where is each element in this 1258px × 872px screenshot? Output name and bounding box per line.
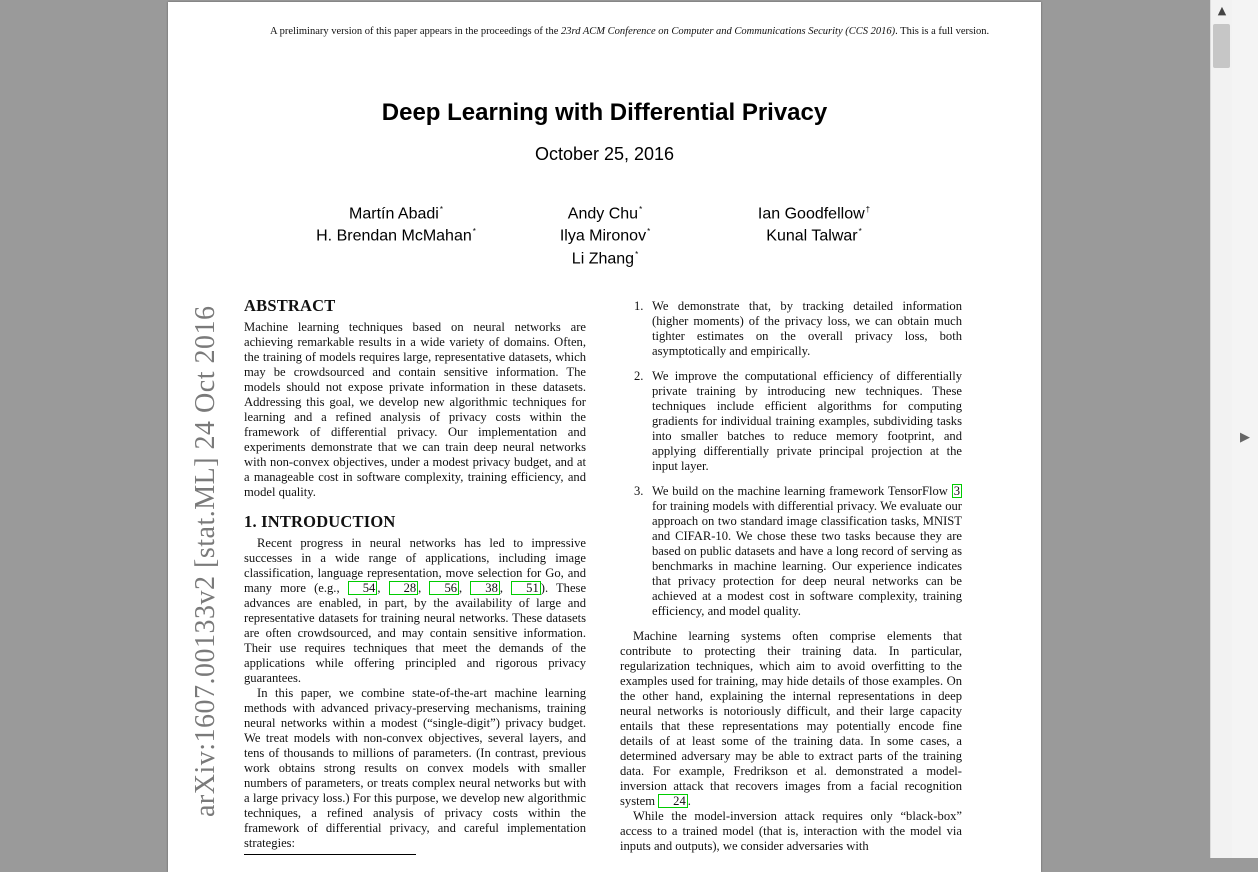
abstract-heading: ABSTRACT (244, 296, 336, 315)
citation-link[interactable]: 38 (470, 581, 500, 595)
list-item: 2. We improve the computational efficiency of differentially private training by introducing new techniques. These techniques include efficient algorithms for computing gradients for individual training examples, subdividing tasks into smaller batches to reduce memory footprint, and applying differentially private principal projection at the input layer. (634, 369, 962, 473)
paper-date: October 25, 2016 (534, 144, 675, 164)
author: Li Zhang* (571, 250, 639, 268)
author: H. Brendan McMahan* (316, 227, 476, 245)
left-column (244, 296, 586, 851)
expand-panel-icon[interactable]: ▶ (1240, 430, 1250, 445)
right-column (620, 299, 962, 854)
author: Andy Chu* (567, 205, 643, 223)
contributions-list (620, 299, 962, 619)
arxiv-stamp: arXiv:1607.00133v2 [stat.ML] 24 Oct 2016 (190, 305, 221, 817)
vertical-scrollbar[interactable] (1210, 0, 1233, 858)
abstract-text: Machine learning techniques based on neural networks are achieving remarkable results in a wide variety of domains. Often, the training of models requires large, representative datasets, which may be crowdsourced and contain sensitive information. The models should not expose private information in these datasets. Addressing this goal, we develop new algorithmic techniques for learning and a refined analysis of privacy costs within the framework of differential privacy. Our implementation and experiments demonstrate that we can train deep neural networks with non-convex objectives, under a modest privacy budget, and at a manageable cost in software complexity, training efficiency, and model quality. (244, 320, 586, 499)
introduction-heading: 1. INTRODUCTION (244, 512, 396, 531)
list-item: 1. We demonstrate that, by tracking detailed information (higher moments) of the privacy loss, we can obtain much tighter estimates on the overall privacy loss, both asymptotically and empirically. (634, 299, 962, 358)
citation-link[interactable]: 56 (429, 581, 459, 595)
pdf-page (168, 2, 1041, 872)
citation-link[interactable]: 54 (348, 581, 378, 595)
author: Ilya Mironov* (559, 227, 651, 245)
paper-title: Deep Learning with Differential Privacy (381, 99, 828, 126)
preliminary-note: A preliminary version of this paper appears in the proceedings of the 23rd ACM Conference on Computer and Communications Security (CCS 2016). This is a full version. (270, 26, 990, 37)
citation-link[interactable]: 3 (953, 484, 960, 498)
citation-link[interactable]: 24 (658, 794, 688, 808)
scroll-up-icon[interactable]: ▲ (1217, 4, 1227, 17)
venue-name: 23rd ACM Conference on Computer and Communications Security (CCS 2016) (561, 26, 896, 37)
scrollbar-thumb[interactable] (1213, 24, 1230, 68)
body-paragraph: Machine learning systems often comprise elements that contribute to protecting their training data. In particular, regularization techniques, which aim to avoid overfitting to the examples used for training, may hide details of those examples. On the other hand, explaining the internal representations in deep neural networks is notoriously difficult, and their large capacity entails that these representations may potentially encode fine details of at least some of the training data. In some cases, a determined adversary may be able to extract parts of the training data. For example, Fredrikson et al. demonstrated a model-inversion attack that recovers images from a facial recognition system 24 . (620, 629, 962, 808)
citation-link[interactable]: 28 (389, 581, 419, 595)
footnote-divider (244, 854, 416, 855)
list-item: 3. We build on the machine learning framework TensorFlow 3 for training models with differential privacy. We evaluate our approach on two standard image classification tasks, MNIST and CIFAR-10. We chose these two tasks because they are based on public datasets and have a long record of serving as benchmarks in machine learning. Our experience indicates that privacy protection for deep neural networks can be achieved at a modest cost in software complexity, training efficiency, and model quality. (634, 484, 962, 618)
citation-link[interactable]: 51 (511, 581, 541, 595)
author: Ian Goodfellow† (757, 205, 871, 223)
body-paragraph: While the model-inversion attack requires only “black-box” access to a trained model (that is, interaction with the model via inputs and outputs), we consider adversaries with (620, 809, 962, 853)
author: Martín Abadi* (349, 205, 443, 223)
author: Kunal Talwar* (766, 227, 862, 245)
intro-paragraph: Recent progress in neural networks has led to impressive successes in a wide range of applications, including image classification, language representation, move selection for Go, and many more (e.g., 54 , 28 , 56 , 38 , 51 ). These advances are enabled, in part, by the availability of large and representative datasets for training neural networks. These datasets are often crowdsourced, and may contain sensitive information. Their use requires techniques that meet the demands of the applications while offering principled and rigorous privacy guarantees. (244, 536, 587, 685)
intro-paragraph: In this paper, we combine state-of-the-art machine learning methods with advanced privacy-preserving mechanisms, training neural networks within a modest (“single-digit”) privacy budget. We treat models with non-convex objectives, several layers, and tens of thousands to millions of parameters. (In contrast, previous work obtains strong results on convex models with smaller numbers of parameters, or treats complex neural networks but with a large privacy loss.) For this purpose, we develop new algorithmic techniques, a refined analysis of privacy costs within the framework of differential privacy, and careful implementation strategies: (244, 686, 586, 850)
